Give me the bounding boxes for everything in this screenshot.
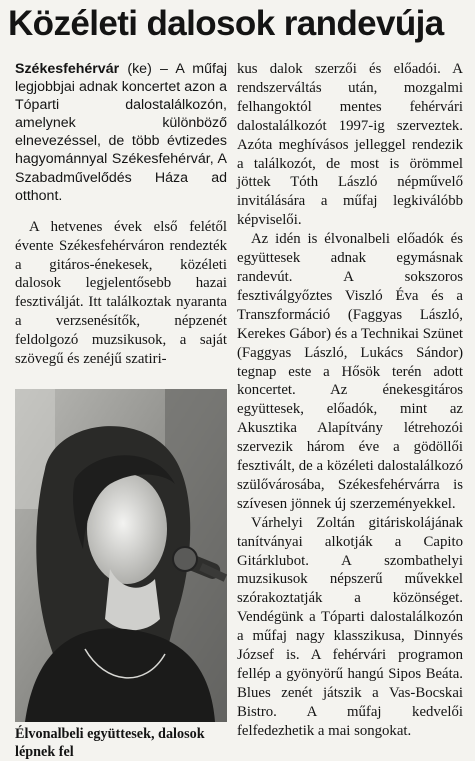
right-column bbox=[237, 60, 463, 741]
lead-paragraph bbox=[15, 60, 227, 205]
article-headline: Közéleti dalosok randevúja bbox=[8, 4, 444, 43]
lead-text: (ke) – A műfaj legjobbjai adnak koncertet azon a Tóparti dalostalálkozón, amelynek különböző elnevezéssel, de több évtizedes hagyománnyal Székesfehérvár, A Szabadművelődés Háza ad otthont. bbox=[15, 61, 227, 204]
lead-dateline: Székesfehérvár bbox=[15, 61, 120, 77]
left-column bbox=[15, 60, 227, 369]
article-photo bbox=[15, 389, 227, 722]
body-paragraph-3: Az idén is élvonalbeli előadók és együttesek adnak egymásnak randevút. A sokszoros fesztiválgyőztes Viszló Éva és a Transzformáció (Faggyas László, Kerekes Gábor) és a Technikai Szünet (Faggyas László, Lukács Sándor) tegnap este a Hősök terén adott koncertet. Az énekesgitáros együttesek, előadók, mint az Akusztika Alapítvány létrehozói szervezik három éve a gödöllői fesztivált, de a közéleti dalostalálkozó szülővárosába, Székesfehérvárra is szívesen jönnek új szerzeményekkel. bbox=[237, 231, 463, 512]
body-paragraph-4: Várhelyi Zoltán gitáriskolájának tanítványai alkotják a Capito Gitárklubot. A szombathelyi muzsikusok népszerű művekkel szórakoztatják a közönséget. Vendégünk a Tóparti dalostalálkozón a műfaj nagy klasszikusa, Dinnyés József is. A fehérvári programon fellép a gyönyörű hangú Sipos Beáta. Blues zenét játszik a Vas-Bocskai Bistro. A műfaj kedvelői felfedezhetik a mai songokat. bbox=[237, 514, 463, 739]
photo-caption: Élvonalbeli együttesek, dalosok lépnek fel bbox=[15, 726, 205, 760]
singer-photo-illustration bbox=[15, 389, 227, 722]
body-paragraph-1: A hetvenes évek első felétől évente Székesfehérváron rendezték a gitáros-énekesek, közéleti dalosok legjelentősebb hazai fesztiválját. Itt találkoztak nyaranta a verzsenésítők, népzenét feldolgozó muzsikusok, a saját szövegű és zenéjű szatiri- bbox=[15, 218, 227, 368]
body-paragraph-2: kus dalok szerzői és előadói. A rendszerváltás után, mozgalmi felhangoktól mentes fehérvári dalostalálkozót 1997-ig szerveztek. Azóta meghívásos jelleggel rendezik a találkozót, de most is örömmel jöttek Tóth László népművelő invitálására a műfaj legkiválóbb képviselői. bbox=[237, 61, 463, 229]
